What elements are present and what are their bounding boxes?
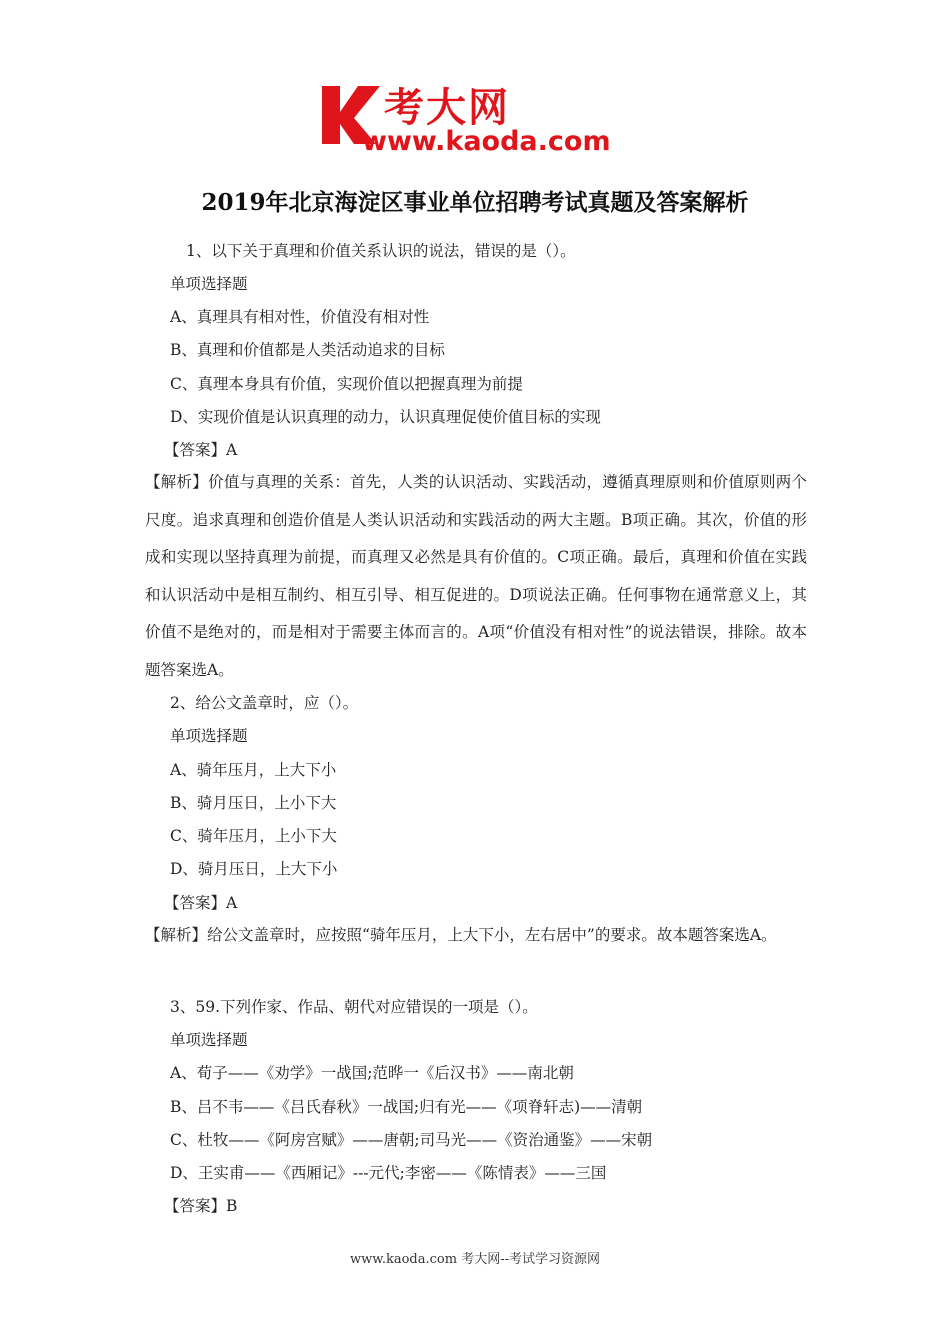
question-2-answer: 【答案】A	[164, 894, 238, 912]
question-2-option-d: D、骑月压日，上大下小	[170, 860, 338, 878]
question-3-option-b: B、吕不韦——《吕氏春秋》一战国;归有光——《项脊轩志)——清朝	[170, 1098, 643, 1116]
question-1-option-a: A、真理具有相对性，价值没有相对性	[170, 308, 430, 326]
question-2-option-b: B、骑月压日，上小下大	[170, 794, 337, 812]
question-1-answer: 【答案】A	[164, 441, 238, 459]
question-3: 3、59.下列作家、作品、朝代对应错误的一项是（）。	[170, 998, 538, 1016]
page-footer: www.kaoda.com 考大网--考试学习资源网	[350, 1252, 600, 1267]
kaoda-logo	[318, 82, 638, 162]
document-title: 2019年北京海淀区事业单位招聘考试真题及答案解析	[201, 189, 749, 216]
logo-brand-text: 考大网	[384, 85, 510, 131]
question-2-type: 单项选择题	[170, 727, 248, 745]
question-2: 2、给公文盖章时，应（）。	[170, 694, 359, 712]
question-2-analysis: 【解析】给公文盖章时，应按照“骑年压月，上大下小，左右居中”的要求。故本题答案选A。	[145, 926, 777, 944]
question-1: 1、以下关于真理和价值关系认识的说法，错误的是（）。	[186, 242, 576, 260]
question-3-type: 单项选择题	[170, 1031, 248, 1049]
logo-url-text: www.kaoda.com	[362, 126, 611, 157]
question-1-option-b: B、真理和价值都是人类活动追求的目标	[170, 341, 445, 359]
question-2-option-c: C、骑年压月，上小下大	[170, 827, 337, 845]
question-1-analysis: 【解析】价值与真理的关系：首先，人类的认识活动、实践活动，遵循真理原则和价值原则两个尺度。追求真理和创造价值是人类认识活动和实践活动的两大主题。B项正确。其次，价值的形成和实现以坚持真理为前提，而真理又必然是具有价值的。C项正确。最后，真理和价值在实践和认识活动中是相互制约、相互引导、相互促进的。D项说法正确。任何事物在通常意义上，其价值不是绝对的，而是相对于需要主体而言的。A项“价值没有相对性”的说法错误，排除。故本题答案选A。	[145, 473, 807, 679]
question-1-option-c: C、真理本身具有价值，实现价值以把握真理为前提	[170, 375, 523, 393]
question-3-answer: 【答案】B	[164, 1197, 238, 1215]
question-2-option-a: A、骑年压月，上大下小	[170, 761, 337, 779]
question-3-option-a: A、荀子——《劝学》一战国;范晔一《后汉书》——南北朝	[170, 1064, 574, 1082]
question-3-option-c: C、杜牧——《阿房宫赋》——唐朝;司马光——《资治通鉴》——宋朝	[170, 1131, 653, 1149]
question-3-option-d: D、王实甫——《西厢记》---元代;李密——《陈情表》——三国	[170, 1164, 607, 1182]
question-1-type: 单项选择题	[170, 275, 248, 293]
question-1-option-d: D、实现价值是认识真理的动力，认识真理促使价值目标的实现	[170, 408, 601, 426]
